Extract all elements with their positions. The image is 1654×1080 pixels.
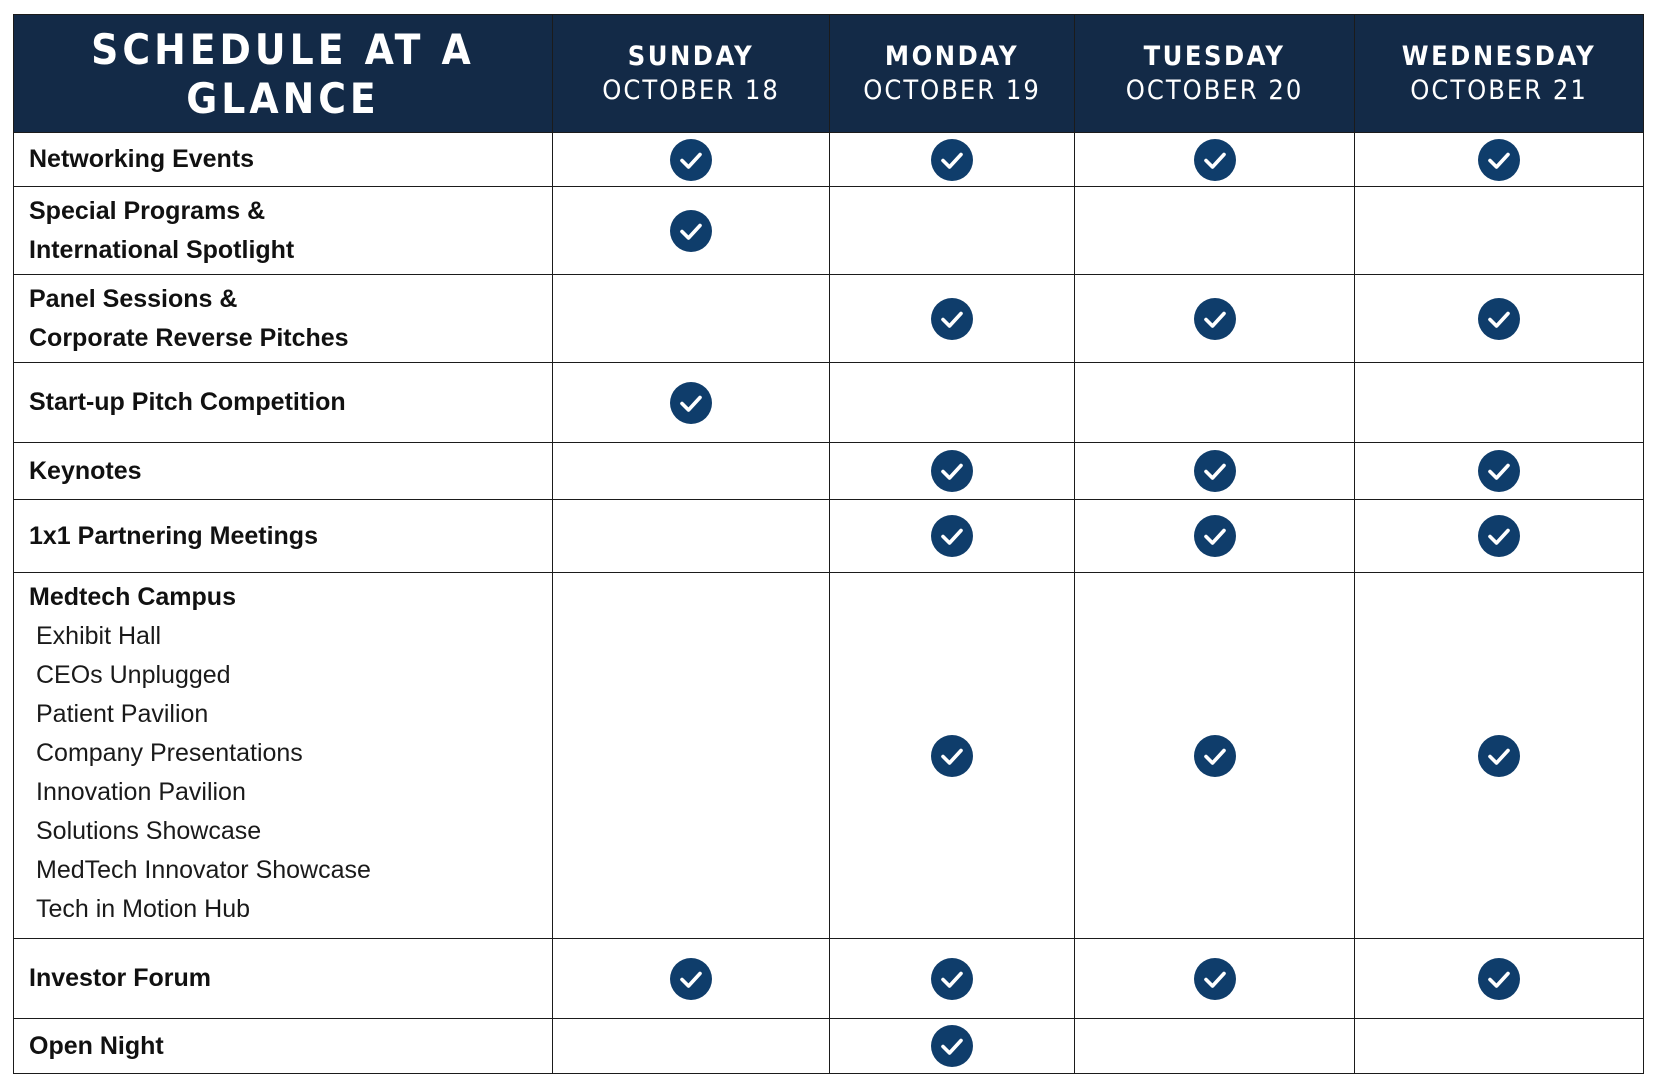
check-circle-icon [1193,514,1237,558]
row-title: Open Night [29,1031,164,1060]
day-cell [1355,275,1644,363]
day-cell [553,443,830,500]
day-name: MONDAY [884,40,1020,72]
day-cell [553,187,830,275]
day-cell [1355,443,1644,500]
day-date: OCTOBER 18 [602,74,780,106]
day-name: SUNDAY [627,40,755,72]
row-title: 1x1 Partnering Meetings [29,521,318,550]
day-cell [1075,133,1355,187]
row-label [14,939,553,1019]
day-cell [830,1019,1075,1074]
check-circle-icon [669,209,713,253]
day-cell [1355,363,1644,443]
campus-sub-item: Innovation Pavilion [36,778,246,806]
campus-sub-item: Patient Pavilion [36,700,209,728]
row-title: Investor Forum [29,964,211,992]
row-title: International Spotlight [29,235,295,264]
table-title: SCHEDULE AT A GLANCE [91,24,475,123]
table-row [14,133,1644,187]
check-circle-icon [930,297,974,341]
row-label [14,500,553,573]
check-circle-icon [930,514,974,558]
day-name: TUESDAY [1143,40,1286,72]
check-circle-icon [930,1024,974,1068]
check-circle-icon [1477,138,1521,182]
day-cell [1355,133,1644,187]
schedule-at-a-glance [13,14,1643,1074]
day-cell [1075,573,1355,939]
table-row [14,939,1644,1019]
day-cell [1075,275,1355,363]
check-circle-icon [1477,514,1521,558]
title-cell [14,15,553,133]
row-label [14,275,553,363]
day-cell [1075,187,1355,275]
campus-sub-item: MedTech Innovator Showcase [36,856,371,884]
day-cell [1075,443,1355,500]
check-circle-icon [930,138,974,182]
day-cell [553,363,830,443]
row-label [14,573,553,939]
campus-sub-item: Company Presentations [36,739,303,767]
row-title: Panel Sessions & [29,284,238,313]
check-circle-icon [1477,734,1521,778]
table-row [14,275,1644,363]
row-label [14,133,553,187]
check-circle-icon [930,957,974,1001]
row-title: Special Programs & [29,196,266,225]
row-label [14,363,553,443]
day-cell [1075,1019,1355,1074]
campus-sub-item: Tech in Motion Hub [36,895,251,923]
schedule-table [13,14,1644,1074]
check-circle-icon [1193,957,1237,1001]
day-cell [553,275,830,363]
day-cell [1075,939,1355,1019]
check-circle-icon [669,957,713,1001]
day-header-sunday [553,15,830,133]
check-circle-icon [930,734,974,778]
table-row [14,187,1644,275]
day-cell [553,133,830,187]
day-cell [830,939,1075,1019]
day-cell [553,500,830,573]
day-cell [830,187,1075,275]
day-cell [1075,363,1355,443]
day-date: OCTOBER 19 [863,74,1041,106]
row-title: Medtech Campus [29,583,236,611]
day-cell [553,573,830,939]
row-label [14,1019,553,1074]
day-cell [830,443,1075,500]
check-circle-icon [1477,297,1521,341]
check-circle-icon [669,381,713,425]
check-circle-icon [1193,449,1237,493]
day-header-wednesday [1355,15,1644,133]
check-circle-icon [1477,957,1521,1001]
check-circle-icon [1193,138,1237,182]
day-cell [553,1019,830,1074]
day-date: OCTOBER 20 [1125,74,1304,106]
row-title: Networking Events [29,145,255,173]
day-cell [830,500,1075,573]
day-name: WEDNESDAY [1401,40,1597,72]
day-cell [830,363,1075,443]
check-circle-icon [930,449,974,493]
day-cell [1355,573,1644,939]
check-circle-icon [1477,449,1521,493]
campus-sub-item: CEOs Unplugged [36,661,231,689]
campus-sub-item: Solutions Showcase [36,817,262,845]
check-circle-icon [1193,297,1237,341]
row-title: Corporate Reverse Pitches [29,323,349,352]
day-header-tuesday [1075,15,1355,133]
day-cell [830,275,1075,363]
row-label [14,187,553,275]
table-row [14,573,1644,939]
day-cell [1355,500,1644,573]
table-row [14,363,1644,443]
campus-sub-item: Exhibit Hall [36,622,162,650]
day-cell [1355,939,1644,1019]
day-cell [1355,1019,1644,1074]
check-circle-icon [1193,734,1237,778]
day-date: OCTOBER 21 [1410,74,1588,106]
row-title: Keynotes [29,456,142,485]
table-row [14,500,1644,573]
day-cell [830,573,1075,939]
row-label [14,443,553,500]
table-row [14,443,1644,500]
check-circle-icon [669,138,713,182]
day-cell [1075,500,1355,573]
table-row [14,1019,1644,1074]
day-cell [1355,187,1644,275]
header-row [14,15,1644,133]
day-cell [830,133,1075,187]
row-title: Start-up Pitch Competition [29,388,346,416]
day-header-monday [830,15,1075,133]
day-cell [553,939,830,1019]
